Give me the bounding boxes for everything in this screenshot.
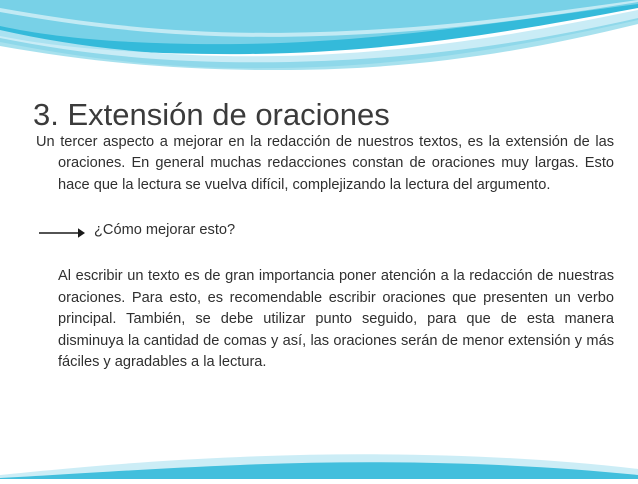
- arrow-right-icon: [38, 226, 86, 245]
- page-title: 3. Extensión de oraciones: [33, 96, 390, 132]
- top-decoration: [0, 0, 638, 70]
- bottom-decoration: [0, 449, 638, 479]
- slide-body: [36, 132, 614, 374]
- callout-text: ¿Cómo mejorar esto?: [94, 222, 236, 239]
- callout-row: [36, 222, 614, 244]
- paragraph-2: Al escribir un texto es de gran importancia poner atención a la redacción de nuestras oraciones. Para esto, es recomendable escribir oraciones que presenten un verbo principal. También, se debe utilizar punto seguido, para que de esta manera disminuya la cantidad de comas y así, las oraciones serán de menor extensión y más fáciles y agradables a la lectura.: [58, 268, 614, 371]
- paragraph-1: Un tercer aspecto a mejorar en la redacción de nuestros textos, es la extensión de las oraciones. En general muchas redacciones constan de oraciones muy largas. Esto hace que la lectura se vuelva difícil, complejizando la lectura del argumento.: [36, 134, 614, 193]
